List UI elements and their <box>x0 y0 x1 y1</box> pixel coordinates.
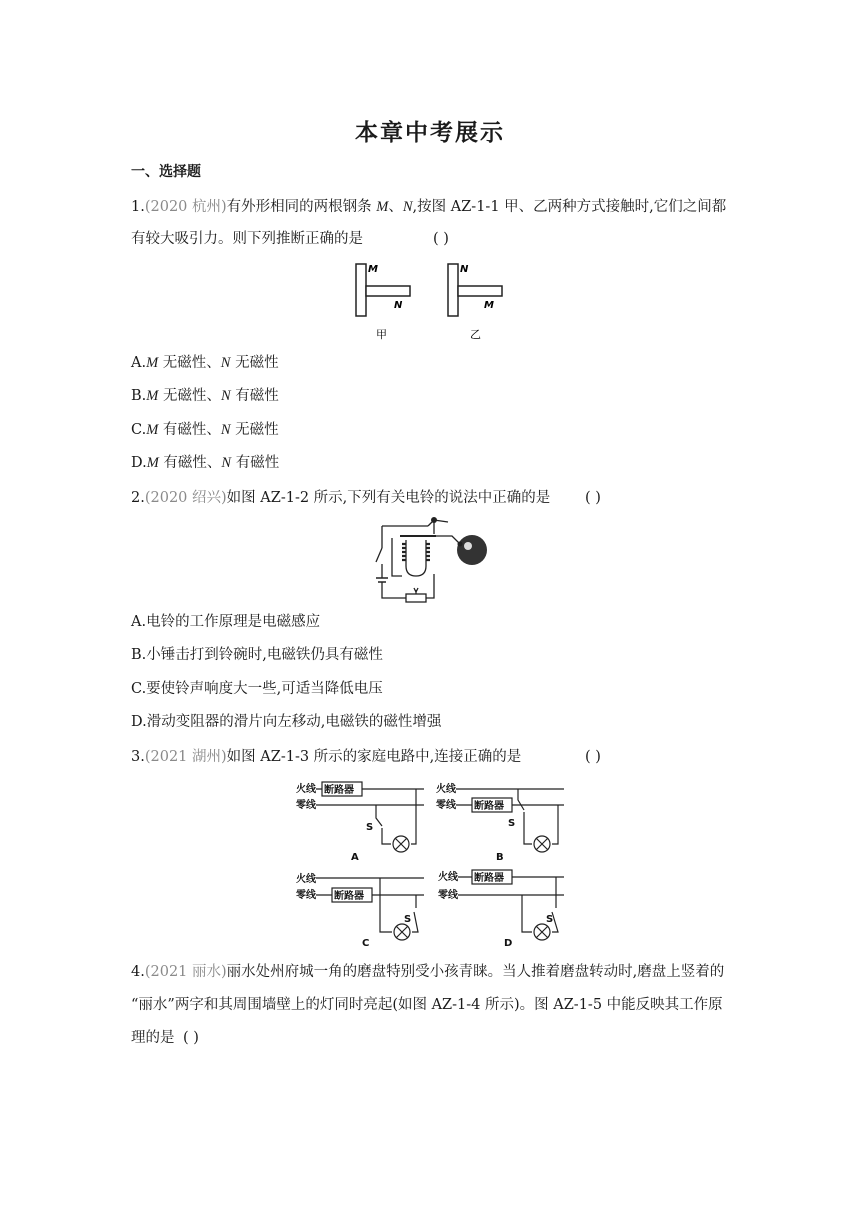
q2-battery-icon <box>376 578 388 582</box>
q1-left-label-bar: N <box>394 300 403 311</box>
q1-left-caption: 甲 <box>376 328 387 341</box>
svg-text:S: S <box>546 914 554 925</box>
q2-answer-paren: ( ) <box>585 490 601 506</box>
q4-line2: “丽水”两字和其周围墙壁上的灯同时亮起(如图 AZ-1-4 所示)。图 AZ-1-5 中能反映其工作原 <box>131 997 723 1013</box>
q1-answer-paren: ( ) <box>433 231 449 247</box>
page-title: 本章中考展示 <box>355 119 505 146</box>
q2-option-d: D.滑动变阻器的滑片向左移动,电磁铁的磁性增强 <box>131 714 442 730</box>
q1-var-n: N <box>402 199 413 215</box>
q2-option-c: C.要使铃声响度大一些,可适当降低电压 <box>131 681 383 697</box>
q3-circuit-a <box>296 782 373 863</box>
svg-text:火线: 火线 <box>296 874 316 885</box>
q1-right-label-top: N <box>460 264 469 275</box>
q3-figure-circuits <box>296 772 566 950</box>
svg-text:B: B <box>496 852 504 863</box>
svg-text:D: D <box>504 938 513 949</box>
svg-text:零线: 零线 <box>436 800 456 811</box>
q2-source: (2020 绍兴) <box>144 490 227 506</box>
svg-text:断路器: 断路器 <box>324 785 354 796</box>
q2-bell-icon <box>457 535 487 565</box>
svg-text:A: A <box>351 852 359 863</box>
q2-u-core <box>406 540 426 576</box>
q1-option-a: A.M 无磁性、N 无磁性 <box>131 355 279 371</box>
q1-stem-a: 有外形相同的两根钢条 <box>226 199 377 215</box>
q1-right-horizontal-bar <box>458 286 502 296</box>
q1-source: (2020 杭州) <box>144 199 227 215</box>
svg-text:零线: 零线 <box>296 890 316 901</box>
q2-option-a: A.电铃的工作原理是电磁感应 <box>131 614 321 630</box>
svg-text:S: S <box>366 822 374 833</box>
q1-right-label-bar: M <box>484 300 494 311</box>
q3-circuit-b <box>436 782 515 863</box>
q1-right-caption: 乙 <box>470 328 481 341</box>
svg-text:C: C <box>362 938 370 949</box>
q4-answer-paren: ( ) <box>183 1030 199 1046</box>
svg-text:火线: 火线 <box>296 784 316 795</box>
svg-text:零线: 零线 <box>438 890 458 901</box>
q2-option-b: B.小锤击打到铃碗时,电磁铁仍具有磁性 <box>131 647 383 663</box>
q1-option-b: B.M 无磁性、N 有磁性 <box>131 388 279 404</box>
q1-var-m: M <box>376 199 389 215</box>
q1-left-horizontal-bar <box>366 286 410 296</box>
svg-text:S: S <box>508 818 516 829</box>
svg-text:火线: 火线 <box>436 784 456 795</box>
q2-stem: 2.(2020 绍兴)如图 AZ-1-2 所示,下列有关电铃的说法中正确的是 <box>131 490 551 506</box>
svg-text:断路器: 断路器 <box>474 873 504 884</box>
q2-rheostat-icon <box>406 594 426 602</box>
q4-line3: 理的是 <box>131 1030 175 1046</box>
q1-figure-magnets <box>350 258 520 342</box>
q1-sep: 、 <box>388 199 403 215</box>
svg-text:断路器: 断路器 <box>474 801 504 812</box>
q1-left-label-top: M <box>368 264 378 275</box>
svg-text:S: S <box>404 914 412 925</box>
svg-text:断路器: 断路器 <box>334 891 364 902</box>
q1-left-vertical-bar <box>356 264 366 316</box>
svg-text:零线: 零线 <box>296 800 316 811</box>
q3-answer-paren: ( ) <box>585 749 601 765</box>
q1-option-d: D.M 有磁性、N 有磁性 <box>131 455 280 471</box>
q1-stem-b: ,按图 AZ-1-1 甲、乙两种方式接触时,它们之间都 <box>412 199 727 215</box>
q2-figure-electric-bell <box>370 514 490 606</box>
q1-number: 1. <box>131 199 145 215</box>
q3-circuit-c <box>296 872 411 949</box>
q1-option-c: C.M 有磁性、N 无磁性 <box>131 422 279 438</box>
q1-line1 <box>131 197 726 217</box>
q1-right-vertical-bar <box>448 264 458 316</box>
q1-line2: 有较大吸引力。则下列推断正确的是 <box>131 231 363 247</box>
q2-switch-icon <box>376 548 382 562</box>
q4-source: (2021 丽水) <box>144 964 227 980</box>
svg-text:火线: 火线 <box>438 872 458 883</box>
q3-stem: 3.(2021 湖州)如图 AZ-1-3 所示的家庭电路中,连接正确的是 <box>131 749 522 765</box>
q4-line1: 4.(2021 丽水)丽水处州府城一角的磨盘特别受小孩青睐。当人推着磨盘转动时,磨盘上竖着的 <box>131 964 725 980</box>
q3-source: (2021 湖州) <box>144 749 227 765</box>
section-heading: 一、选择题 <box>131 164 201 180</box>
